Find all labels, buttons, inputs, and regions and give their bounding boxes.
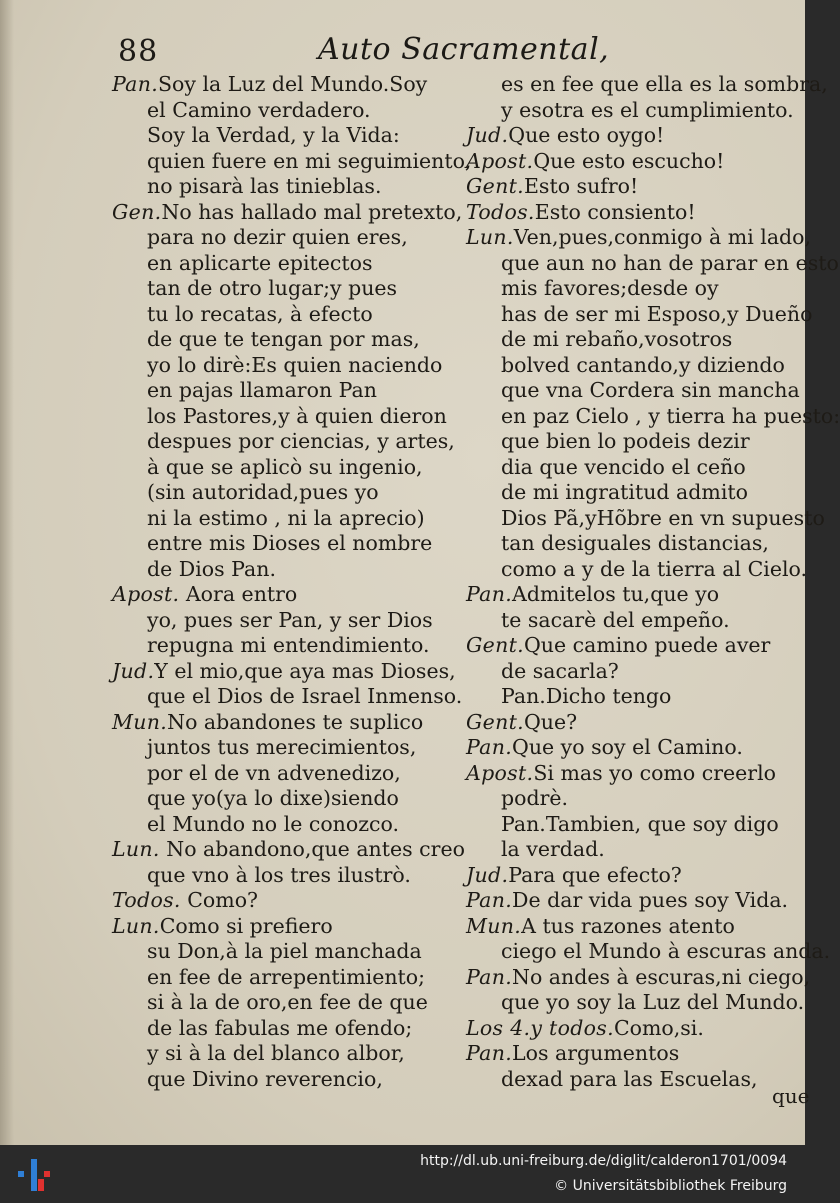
verse-line	[466, 250, 839, 277]
verse-line	[112, 480, 457, 506]
verse-line	[112, 710, 457, 736]
verse-text: Dios Pã,yHõbre en vn supuesto	[501, 505, 825, 530]
verse-line	[112, 761, 457, 787]
verse-text: en aplicarte epitectos	[147, 250, 373, 275]
verse-text: el Camino verdadero.	[147, 97, 371, 122]
verse-text: A tus razones atento	[521, 913, 735, 938]
verse-text: que Divino reverencio,	[147, 1066, 383, 1091]
verse-line	[466, 1016, 796, 1042]
verse-text: podrè.	[501, 786, 569, 810]
verse-line	[112, 148, 472, 175]
verse-text: (sin autoridad,pues yo	[147, 480, 379, 504]
verse-line	[112, 72, 457, 98]
verse-text: que vno à los tres ilustrò.	[147, 862, 411, 887]
verse-text: Para que efecto?	[508, 862, 682, 887]
verse-text: y si à la del blanco albor,	[147, 1041, 405, 1065]
verse-line	[466, 429, 796, 455]
speaker-label: Pan.	[112, 72, 159, 96]
verse-text: entre mis Dioses el nombre	[147, 531, 433, 555]
verse-line	[466, 1067, 796, 1093]
verse-text: por el de vn advenedizo,	[147, 760, 401, 785]
speaker-label: Pan.	[466, 964, 513, 989]
verse-line	[466, 531, 796, 557]
verse-line	[112, 174, 457, 200]
verse-line	[112, 302, 457, 328]
verse-text: dia que vencido el ceño	[501, 454, 746, 479]
verse-text: de mi ingratitud admito	[501, 480, 748, 504]
verse-text: que aun no han de parar en esto	[501, 250, 839, 275]
verse-line	[466, 684, 796, 710]
verse-text: Que esto escucho!	[533, 148, 725, 173]
verse-text: si à la de oro,en fee de que	[147, 990, 428, 1014]
verse-line	[112, 531, 457, 557]
speaker-label: Lun.	[112, 913, 160, 938]
speaker-label: Gen.	[112, 199, 162, 224]
verse-line	[112, 888, 457, 914]
verse-line	[466, 327, 796, 353]
speaker-label: Apost.	[112, 582, 180, 606]
verse-text: te sacarè del empeño.	[501, 607, 730, 632]
verse-line	[466, 174, 796, 200]
verse-text: à que se aplicò su ingenio,	[147, 454, 423, 479]
verse-line	[466, 225, 812, 251]
verse-line	[466, 964, 811, 991]
verse-line	[466, 863, 796, 889]
verse-line	[112, 1067, 457, 1093]
speaker-label: Mun.	[466, 913, 522, 938]
verse-text: de que te tengan por mas,	[147, 327, 420, 351]
speaker-label: Los 4.y todos.	[466, 1015, 614, 1040]
verse-line	[112, 123, 457, 149]
verse-text: mis favores;desde oy	[501, 276, 719, 300]
verse-text: No has hallado mal pretexto,	[161, 199, 463, 224]
verse-text: yo, pues ser Pan, y ser Dios	[147, 607, 433, 632]
source-url-link[interactable]: http://dl.ub.uni-freiburg.de/diglit/calderon1701/0094	[420, 1153, 787, 1169]
verse-line	[112, 251, 457, 277]
verse-text: Y el mio,que aya mas Dioses,	[154, 658, 456, 683]
verse-line	[112, 1041, 457, 1067]
verse-text: quien fuere en mi seguimiento,	[147, 148, 472, 173]
verse-text: bolved cantando,y diziendo	[501, 352, 785, 377]
verse-text: de Dios Pan.	[147, 556, 276, 581]
verse-text: su Don,à la piel manchada	[147, 939, 422, 963]
verse-text: Que esto oygo!	[508, 123, 665, 147]
speaker-label: Apost.	[466, 760, 534, 785]
verse-line	[466, 556, 808, 583]
verse-line	[112, 353, 457, 379]
verse-text: no pisarà las tinieblas.	[147, 174, 382, 198]
verse-line	[112, 1016, 457, 1042]
verse-text: que yo soy la Luz del Mundo.	[501, 990, 805, 1014]
verse-text: que yo(ya lo dixe)siendo	[147, 786, 399, 810]
verse-text: ni la estimo , ni la aprecio)	[147, 505, 425, 530]
verse-text: en fee de arrepentimiento;	[147, 964, 426, 989]
verse-line	[112, 786, 457, 812]
left-text-column	[112, 72, 472, 1092]
speaker-label: Apost.	[466, 148, 534, 173]
verse-line	[466, 990, 805, 1016]
verse-line	[466, 480, 796, 506]
verse-line	[466, 98, 796, 124]
speaker-label: Lun.	[466, 225, 514, 249]
verse-line	[112, 837, 465, 863]
verse-text: Pan.Dicho tengo	[501, 684, 672, 708]
verse-text: que vna Cordera sin mancha	[501, 378, 800, 402]
verse-line	[112, 735, 457, 761]
speaker-label: Pan.	[466, 735, 513, 759]
speaker-label: Gent.	[466, 174, 524, 198]
verse-text: yo lo dirè:Es quien naciendo	[147, 352, 443, 377]
library-logo-icon	[14, 1155, 54, 1195]
verse-text: Soy la Verdad, y la Vida:	[147, 123, 400, 147]
speaker-label: Jud.	[112, 658, 155, 683]
verse-line	[112, 659, 457, 685]
verse-text: has de ser mi Esposo,y Dueño	[501, 301, 813, 326]
speaker-label: Jud.	[466, 123, 509, 147]
speaker-label: Mun.	[112, 709, 168, 734]
verse-text: Que yo soy el Camino.	[512, 735, 743, 759]
verse-text: Los argumentos	[512, 1041, 680, 1065]
verse-text: en pajas llamaron Pan	[147, 378, 377, 402]
verse-text: Aora entro	[179, 582, 298, 606]
verse-text: No abandones te suplico	[167, 709, 424, 734]
verse-text: tan de otro lugar;y pues	[147, 276, 398, 300]
verse-text: en paz Cielo , y tierra ha puesto:	[501, 403, 840, 428]
verse-line	[112, 608, 457, 634]
verse-text: dexad para las Escuelas,	[501, 1066, 758, 1091]
verse-line	[466, 123, 796, 149]
verse-line	[466, 378, 800, 404]
copyright-credit: © Universitätsbibliothek Freiburg	[554, 1178, 787, 1194]
verse-text: Esto sufro!	[523, 174, 639, 198]
verse-line	[112, 225, 457, 251]
verse-line	[466, 455, 796, 481]
verse-text: Como si prefiero	[159, 913, 333, 938]
verse-text: Como?	[180, 888, 259, 912]
page-header	[0, 30, 805, 74]
verse-text: para no dezir quien eres,	[147, 225, 408, 249]
verse-line	[466, 914, 796, 940]
verse-line	[112, 327, 457, 353]
verse-line	[466, 659, 796, 685]
verse-line	[112, 404, 457, 430]
verse-text: Soy la Luz del Mundo.Soy	[158, 72, 428, 96]
verse-line	[112, 812, 457, 838]
speaker-label: Jud.	[466, 862, 509, 887]
verse-text: y esotra es el cumplimiento.	[501, 97, 794, 122]
speaker-label: Gent.	[466, 633, 524, 657]
speaker-label: Pan.	[466, 888, 513, 912]
verse-text: Como,si.	[613, 1015, 704, 1040]
verse-text: Que camino puede aver	[523, 633, 771, 657]
verse-text: Esto consiento!	[534, 199, 696, 224]
verse-text: tu lo recatas, à efecto	[147, 301, 373, 326]
verse-text: que el Dios de Israel Inmenso.	[147, 684, 463, 708]
verse-line	[112, 378, 457, 404]
verse-line	[112, 199, 463, 226]
verse-line	[112, 506, 457, 532]
verse-text: el Mundo no le conozco.	[147, 811, 399, 836]
verse-text: Pan.Tambien, que soy digo	[501, 811, 779, 836]
verse-line	[466, 200, 796, 226]
speaker-label: Todos.	[466, 199, 535, 224]
speaker-label: Todos.	[112, 888, 181, 912]
verse-line	[112, 863, 457, 889]
verse-text: de mi rebaño,vosotros	[501, 327, 733, 351]
verse-line	[466, 505, 825, 532]
verse-text: despues por ciencias, y artes,	[147, 429, 455, 453]
verse-line	[466, 761, 796, 787]
speaker-label: Pan.	[466, 1041, 513, 1065]
verse-text: repugna mi entendimiento.	[147, 633, 430, 657]
verse-text: como a y de la tierra al Cielo.	[501, 556, 808, 581]
verse-line	[466, 812, 796, 838]
verse-line	[466, 1041, 796, 1067]
verse-line	[466, 301, 813, 328]
verse-text: juntos tus merecimientos,	[147, 735, 417, 759]
verse-line	[112, 633, 457, 659]
verse-line	[466, 582, 796, 608]
verse-text: los Pastores,y à quien dieron	[147, 403, 447, 428]
speaker-label: Gent.	[466, 709, 524, 734]
verse-text: No abandono,que antes creo	[159, 837, 465, 861]
verse-line	[466, 837, 796, 863]
verse-text: de sacarla?	[501, 658, 619, 683]
verse-line	[112, 582, 457, 608]
right-text-column	[466, 72, 840, 1092]
verse-line	[112, 98, 457, 124]
verse-line	[466, 710, 796, 736]
verse-text: de las fabulas me ofendo;	[147, 1015, 413, 1040]
verse-line	[466, 888, 796, 914]
verse-text: ciego el Mundo à escuras anda.	[501, 939, 831, 963]
verse-line	[112, 965, 457, 991]
speaker-label: Pan.	[466, 582, 513, 606]
verse-text: que bien lo podeis dezir	[501, 429, 750, 453]
verse-text: es en fee que ella es la sombra,	[501, 72, 828, 96]
verse-line	[112, 939, 457, 965]
verse-line	[112, 429, 457, 455]
verse-text: No andes à escuras,ni ciego,	[512, 964, 811, 989]
verse-text: Si mas yo como creerlo	[533, 760, 776, 785]
verse-line	[466, 403, 840, 430]
verse-line	[466, 939, 831, 965]
verse-text: Ven,pues,conmigo à mi lado,	[513, 225, 812, 249]
verse-text: la verdad.	[501, 837, 605, 861]
verse-line	[466, 353, 796, 379]
verse-line	[466, 786, 796, 812]
verse-line	[466, 149, 796, 175]
verse-line	[466, 276, 796, 302]
verse-line	[112, 914, 457, 940]
verse-line	[466, 608, 796, 634]
catchword: que	[772, 1084, 810, 1108]
speaker-label: Lun.	[112, 837, 160, 861]
verse-text: De dar vida pues soy Vida.	[512, 888, 789, 912]
verse-text: Que?	[523, 709, 578, 734]
viewer-footer	[0, 1145, 805, 1203]
verse-line	[112, 276, 457, 302]
verse-text: tan desiguales distancias,	[501, 531, 769, 555]
verse-line	[112, 557, 457, 583]
verse-line	[112, 990, 457, 1016]
verse-line	[112, 455, 457, 481]
running-title: Auto Sacramental,	[318, 32, 610, 67]
verse-line	[112, 684, 463, 710]
verse-text: Admitelos tu,que yo	[512, 582, 720, 606]
page-number: 88	[118, 34, 159, 69]
verse-line	[466, 633, 796, 659]
verse-line	[466, 735, 796, 761]
verse-line	[466, 72, 828, 98]
